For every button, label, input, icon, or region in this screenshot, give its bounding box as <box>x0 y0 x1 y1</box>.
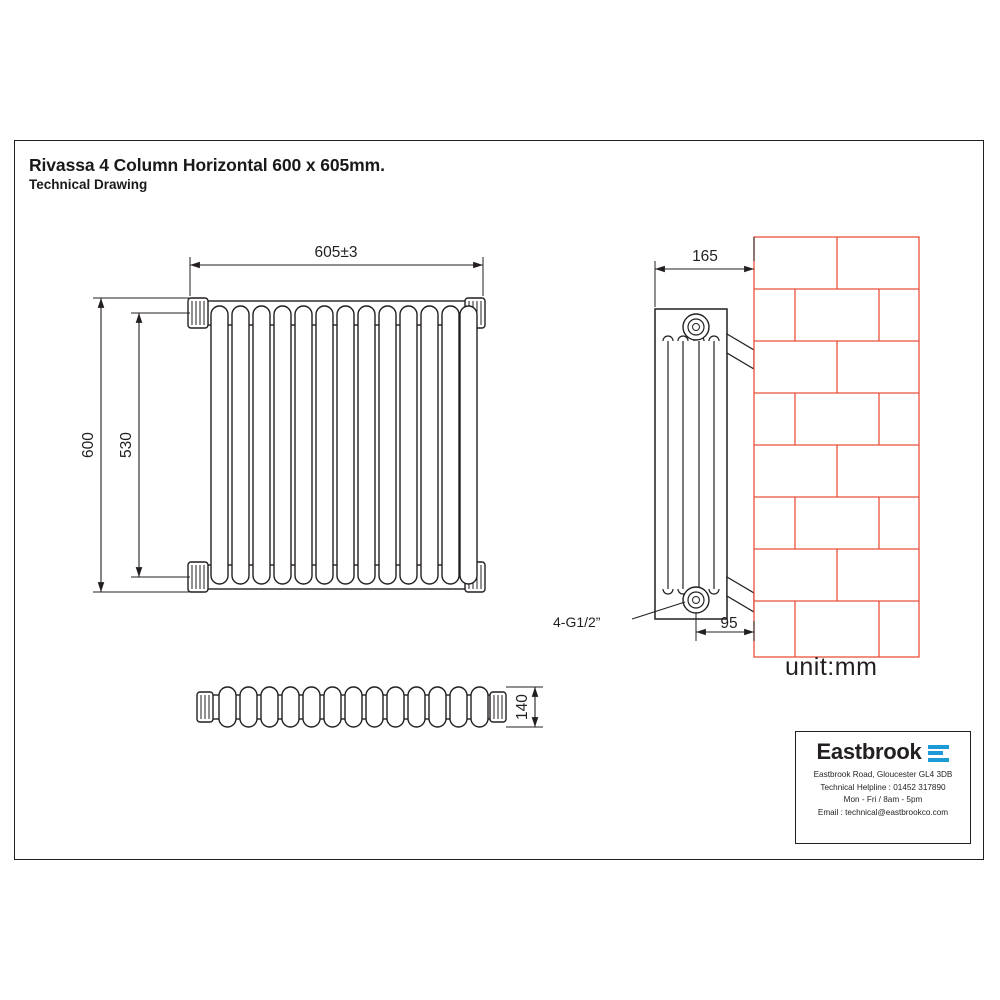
unit-note: unit:mm <box>785 653 878 681</box>
brand-block <box>795 731 971 844</box>
dim-depth-plan-label: 140 <box>514 694 531 720</box>
brand-address: Eastbrook Road, Gloucester GL4 3DB <box>813 770 953 779</box>
drawing-sheet <box>14 140 984 860</box>
wall-hatch <box>754 237 919 657</box>
front-elevation-view <box>80 244 485 592</box>
dim-depth-side-label: 165 <box>692 248 718 265</box>
dim-height-label: 600 <box>80 432 97 458</box>
eastbrook-logo-icon <box>928 745 949 762</box>
page-subtitle: Technical Drawing <box>29 177 148 192</box>
side-elevation-view <box>553 237 919 657</box>
brand-helpline: Technical Helpline : 01452 317890 <box>820 782 946 792</box>
brand-name: Eastbrook <box>816 739 922 764</box>
brand-email: Email : technical@eastbrookco.com <box>817 807 949 817</box>
brand-hours: Mon - Fri / 8am - 5pm <box>843 795 923 805</box>
page-title: Rivassa 4 Column Horizontal 600 x 605mm. <box>29 155 385 175</box>
dim-width-label: 605±3 <box>314 244 358 261</box>
dim-centres-label: 530 <box>118 432 135 458</box>
plan-view <box>197 687 543 727</box>
connection-label: 4-G1/2” <box>553 614 601 630</box>
dim-bracket-label: 95 <box>720 615 738 632</box>
